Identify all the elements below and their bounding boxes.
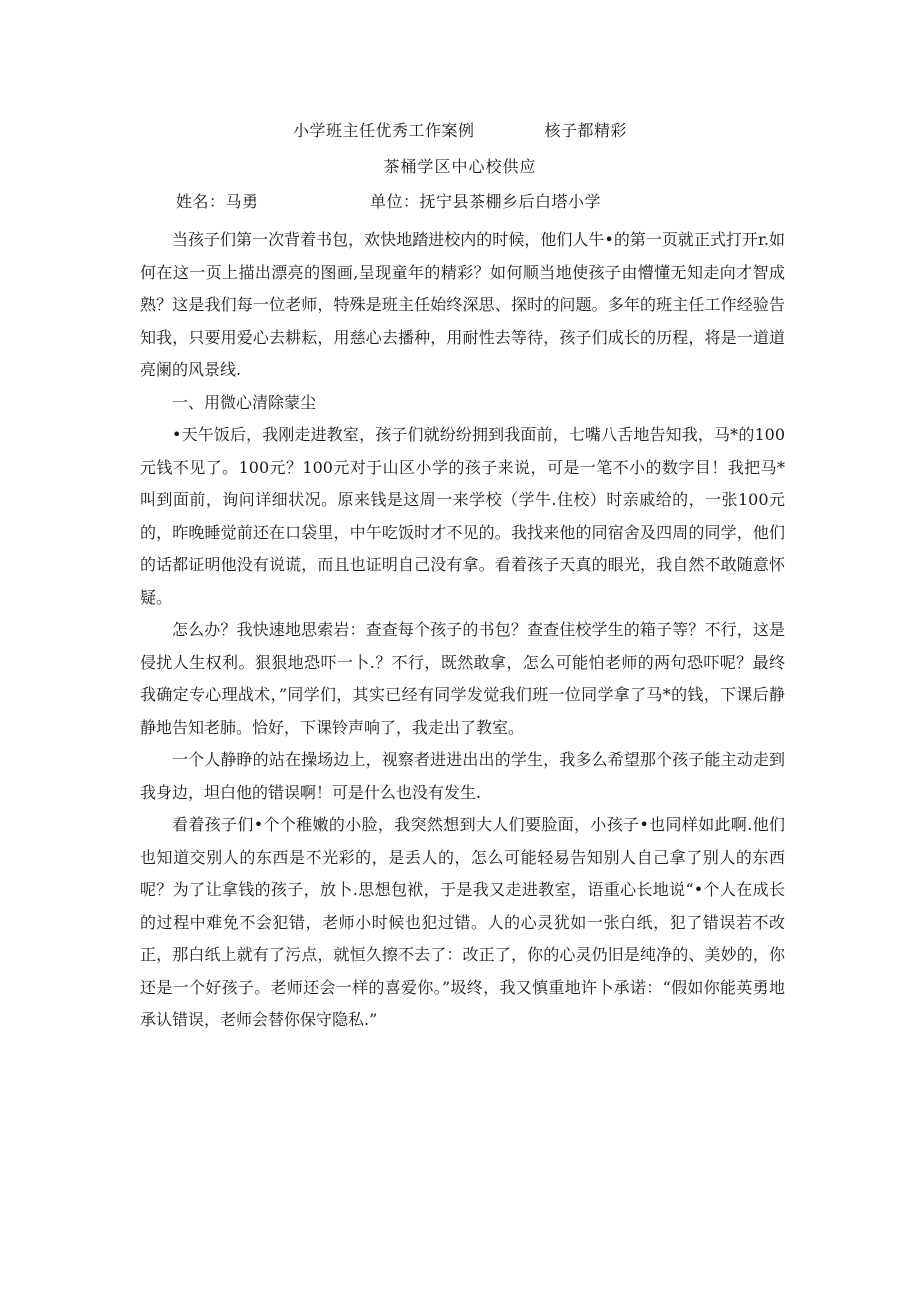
document-body: [140, 224, 785, 1037]
unit-label: 单位：抚宁县茶棚乡后白塔小学: [370, 192, 602, 211]
title-left: 小学班主任优秀工作案例: [292, 121, 475, 140]
paragraph-incident: •天午饭后，我刚走进教室，孩子们就纷纷拥到我面前，七嘴八舌地告知我，马*的100元钱不见了。100元？100元对于山区小学的孩子来说，可是一笔不小的数字目！我把马*叫到面前，询问详细状况。原来钱是这周一来学校（学牛.住校）时亲戚给的，一张100元的，昨晚睡觉前还在口袋里，中午吃饭时才不见的。我找来他的同宿舍及四周的同学，他们的话都证明他没有说谎，而且也证明自己没有拿。看着孩子天真的眼光，我自然不敢随意怀疑。: [140, 425, 785, 607]
author-label: 姓名：马勇: [176, 192, 259, 211]
paragraph-waiting: 一个人静睁的站在操场边上，视察者进进出出的学生，我多么希望那个孩子能主动走到我身边，坦白他的错误啊！可是什么也没有发生.: [140, 750, 785, 802]
section-heading: 一、用微心清除蒙尘: [172, 392, 317, 412]
document-title: [0, 118, 920, 141]
paragraph-thinking: 怎么办？我快速地思索岩：查查每个孩子的书包？查查住校学生的箱子等？不行，这是侵扰人生权利。狠狠地恐吓一卜.？不行，既然敢拿，怎么可能怕老师的两句恐吓呢？最终我确定专心理战术，”同学们，其实已经有同学发觉我们班一位同学拿了马*的钱，下课后静静地告知老肺。恰好，下课铃声响了，我走出了教室。: [140, 620, 785, 737]
author-line: [176, 189, 602, 212]
paragraph-intro: 当孩子们第一次背着书包，欢快地踏进校内的时候，他们人牛•的第一页就正式打开r.如何在这一页上描出漂亮的图画,呈现童年的精彩？如何顺当地使孩子由懵懂无知走向才智成熟？这是我们每一位老师，特殊是班主任始终深思、探时的问题。多年的班主任工作经验告知我，只要用爱心去耕耘，用慈心去播种，用耐性去等待，孩子们成长的历程，将是一道道亮阑的风景线.: [140, 230, 785, 379]
paragraph-talk: 看着孩子们•个个稚嫩的小脸，我突然想到大人们要脸面，小孩子•也同样如此啊.他们也知道交别人的东西是不光彩的，是丢人的，怎么可能轻易告知别人自己拿了别人的东西呢？为了让拿钱的孩子，放卜.思想包袱，于是我又走进教室，语重心长地说“•个人在成长的过程中难免不会犯错，老师小时候也犯过错。人的心灵犹如一张白纸，犯了错误若不改正，那白纸上就有了污点，就恒久擦不去了：改正了，你的心灵仍旧是纯净的、美妙的，你还是一个好孩子。老师还会一样的喜爱你。”圾终，我又慎重地许卜承诺：“假如你能英勇地承认错误，老师会替你保守隐私.”: [140, 815, 785, 1029]
title-right: 核子都精彩: [544, 121, 628, 140]
document-subtitle: 茶桶学区中心校供应: [383, 157, 537, 176]
